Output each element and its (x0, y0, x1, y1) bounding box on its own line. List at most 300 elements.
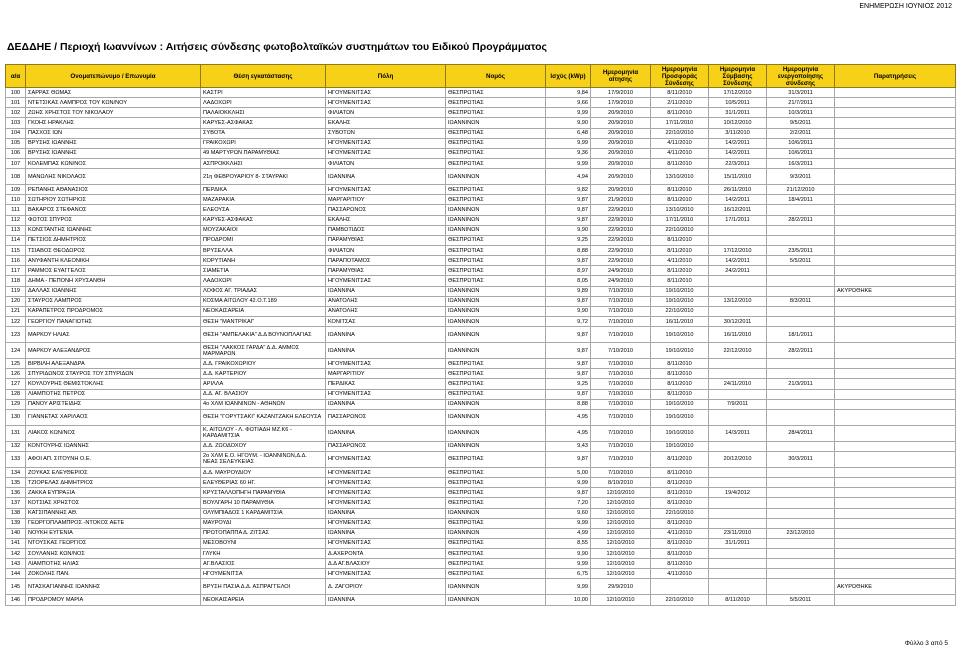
col-application-date-cell: 7/10/2010 (591, 441, 651, 451)
col-name-cell: ΒΙΡΒΙΛΗ ΑΛΕΞΑΝΔΡΑ (26, 359, 201, 369)
col-remarks-cell (835, 225, 956, 235)
col-name-cell: ΔΑΛΛΑΣ ΙΩΑΝΝΗΣ (26, 286, 201, 296)
col-power-cell: 9,89 (546, 286, 591, 296)
col-activation-date-cell: 28/4/2011 (767, 425, 835, 441)
col-aa-cell: 133 (6, 451, 26, 467)
col-name-cell: ΚΟΛΕΜΠΑΣ ΚΩΝ/ΝΟΣ (26, 158, 201, 168)
col-activation-date-cell: 23/12/2010 (767, 528, 835, 538)
col-offer-date-cell: 8/11/2010 (651, 245, 709, 255)
col-offer-date-header: Ημερομηνία Προσφοράς Σύνδεσης (651, 65, 709, 88)
col-prefecture-cell: ΘΕΣΠΡΩΤΙΑΣ (446, 138, 546, 148)
col-contract-date-cell: 19/4/2012 (709, 488, 767, 498)
table-row (6, 98, 956, 108)
col-aa-cell: 119 (6, 286, 26, 296)
col-offer-date-cell: 8/11/2010 (651, 559, 709, 569)
col-name-cell: ΣΩΤΗΡΙΟΥ ΣΩΤΗΡΙΟΣ (26, 195, 201, 205)
col-contract-date-cell: 17/12/2010 (709, 88, 767, 98)
col-remarks-cell (835, 108, 956, 118)
col-contract-date-cell: 22/3/2011 (709, 158, 767, 168)
col-city-cell: ΗΓΟΥΜΕΝΙΤΣΑΣ (326, 451, 446, 467)
col-prefecture-cell: ΘΕΣΠΡΩΤΙΑΣ (446, 158, 546, 168)
col-offer-date-cell: 8/11/2010 (651, 266, 709, 276)
col-power-cell: 9,87 (546, 359, 591, 369)
col-name-cell: ΛΙΑΜΠΟΤΗΣ ΠΕΤΡΟΣ (26, 389, 201, 399)
col-prefecture-cell: ΘΕΣΠΡΩΤΙΑΣ (446, 518, 546, 528)
col-city-cell: ΠΑΡΑΠΟΤΑΜΟΣ (326, 256, 446, 266)
col-offer-date-cell: 22/10/2010 (651, 225, 709, 235)
col-city-cell: ΙΩΑΝΝΙΝΑ (326, 286, 446, 296)
table-row (6, 195, 956, 205)
col-location-cell: ΚΟΡΥΤΙΑΝΗ (201, 256, 326, 266)
col-city-cell: ΦΙΛΙΑΤΩΝ (326, 158, 446, 168)
col-location-cell: ΛΑΔΟΧΩΡΙ (201, 98, 326, 108)
col-prefecture-cell: ΘΕΣΠΡΩΤΙΑΣ (446, 88, 546, 98)
col-name-cell: ΓΕΩΡΓΟΠΛΑΜΠΡΟΣ -ΝΤΟΚΟΣ ΑΕΤΕ (26, 518, 201, 528)
col-city-cell: ΦΙΛΙΑΤΩΝ (326, 108, 446, 118)
col-activation-date-cell (767, 225, 835, 235)
col-prefecture-cell: ΘΕΣΠΡΩΤΙΑΣ (446, 148, 546, 158)
col-contract-date-cell: 10/5/2011 (709, 98, 767, 108)
col-offer-date-cell: 8/11/2010 (651, 235, 709, 245)
col-prefecture-cell: ΘΕΣΠΡΩΤΙΑΣ (446, 451, 546, 467)
col-activation-date-cell (767, 266, 835, 276)
col-activation-date-cell (767, 369, 835, 379)
col-aa-cell: 141 (6, 538, 26, 548)
col-application-date-cell: 7/10/2010 (591, 296, 651, 306)
page-title: ΔΕΔΔΗΕ / Περιοχή Ιωαννίνων : Αιτήσεις σύνδεσης φωτοβολταϊκών συστημάτων του Ειδικού Προγράμματος (7, 41, 547, 53)
table-row (6, 379, 956, 389)
col-contract-date-cell: 3/11/2010 (709, 128, 767, 138)
col-aa-cell: 109 (6, 185, 26, 195)
col-remarks-cell (835, 235, 956, 245)
col-city-cell: ΕΚΑΛΗΣ (326, 215, 446, 225)
col-remarks-cell (835, 518, 956, 528)
col-remarks-cell (835, 158, 956, 168)
col-contract-date-cell: 7/9/2011 (709, 399, 767, 409)
col-location-cell: ΑΓ.ΒΛΑΣΙΟΣ (201, 559, 326, 569)
col-offer-date-cell: 8/11/2010 (651, 488, 709, 498)
col-name-cell: ΝΤΑΣΚΑΓΙΑΝΝΗΣ ΙΩΑΝΝΗΣ (26, 579, 201, 595)
col-offer-date-cell: 8/11/2010 (651, 369, 709, 379)
col-city-header: Πόλη (326, 65, 446, 88)
col-city-cell: ΠΑΣΣΑΡΩΝΟΣ (326, 409, 446, 425)
col-offer-date-cell: 2/11/2010 (651, 98, 709, 108)
col-city-cell: ΙΩΑΝΝΙΝΑ (326, 508, 446, 518)
col-name-cell: ΚΟΝΤΟΥΡΗΣ ΙΩΑΝΝΗΣ (26, 441, 201, 451)
col-aa-cell: 111 (6, 205, 26, 215)
col-location-cell: ΑΡΙΛΛΑ (201, 379, 326, 389)
col-offer-date-cell: 8/11/2010 (651, 195, 709, 205)
col-application-date-header: Ημερομηνία αίτησης (591, 65, 651, 88)
col-application-date-cell: 20/9/2010 (591, 108, 651, 118)
table-row (6, 528, 956, 538)
col-contract-date-cell: 17/1/2011 (709, 215, 767, 225)
table-row (6, 185, 956, 195)
col-contract-date-cell: 14/2/2011 (709, 195, 767, 205)
col-city-cell: ΗΓΟΥΜΕΝΙΤΣΑΣ (326, 498, 446, 508)
col-city-cell: ΗΓΟΥΜΕΝΙΤΣΑΣ (326, 488, 446, 498)
col-application-date-cell: 7/10/2010 (591, 286, 651, 296)
col-prefecture-cell: ΙΩΑΝΝΙΝΩΝ (446, 327, 546, 343)
col-activation-date-cell: 16/3/2011 (767, 158, 835, 168)
col-prefecture-cell: ΙΩΑΝΝΙΝΩΝ (446, 528, 546, 538)
col-prefecture-cell: ΙΩΑΝΝΙΝΩΝ (446, 579, 546, 595)
col-activation-date-cell (767, 569, 835, 579)
col-name-cell: ΤΣΙΑΒΟΣ ΘΕΟΔΩΡΟΣ (26, 245, 201, 255)
col-remarks-cell (835, 488, 956, 498)
col-power-cell: 9,87 (546, 256, 591, 266)
col-aa-cell: 122 (6, 316, 26, 326)
col-name-cell: ΡΑΜΜΟΣ ΕΥΑΓΓΕΛΟΣ (26, 266, 201, 276)
col-prefecture-cell: ΘΕΣΠΡΩΤΙΑΣ (446, 389, 546, 399)
col-power-cell: 8,88 (546, 399, 591, 409)
col-location-cell: Δ.Δ. ΓΡΑΙΚΟΧΩΡΙΟΥ (201, 359, 326, 369)
col-name-cell: ΣΤΑΥΡΟΣ ΛΑΜΠΡΟΣ (26, 296, 201, 306)
col-contract-date-cell: 16/11/2010 (709, 327, 767, 343)
col-remarks-cell (835, 169, 956, 185)
col-remarks-cell (835, 478, 956, 488)
col-prefecture-cell: ΘΕΣΠΡΩΤΙΑΣ (446, 276, 546, 286)
col-application-date-cell: 7/10/2010 (591, 343, 651, 359)
table-row (6, 425, 956, 441)
col-city-cell: ΗΓΟΥΜΕΝΙΤΣΑΣ (326, 98, 446, 108)
col-location-cell: ΓΡΑΙΚΟΧΩΡΙ (201, 138, 326, 148)
col-name-cell: ΖΟΚΟΛΗΣ ΠΑΝ. (26, 569, 201, 579)
col-remarks-cell (835, 88, 956, 98)
col-application-date-cell: 22/9/2010 (591, 235, 651, 245)
col-city-cell: ΙΩΑΝΝΙΝΑ (326, 425, 446, 441)
col-offer-date-cell: 8/11/2010 (651, 108, 709, 118)
col-location-cell: Δ.Δ. ΖΩΟΔΟΧΟΥ (201, 441, 326, 451)
col-activation-date-cell: 8/3/2011 (767, 296, 835, 306)
col-name-cell: ΖΑΚΚΑ ΕΥΠΡΑΞΙΑ (26, 488, 201, 498)
col-remarks-cell (835, 508, 956, 518)
col-activation-date-cell: 21/12/2010 (767, 185, 835, 195)
table-row (6, 488, 956, 498)
col-contract-date-cell: 14/2/2011 (709, 256, 767, 266)
col-contract-date-cell: 13/12/2010 (709, 296, 767, 306)
col-activation-date-cell: 21/7/2011 (767, 98, 835, 108)
col-prefecture-cell: ΘΕΣΠΡΩΤΙΑΣ (446, 467, 546, 477)
col-aa-cell: 113 (6, 225, 26, 235)
col-power-cell: 9,90 (546, 306, 591, 316)
col-aa-cell: 129 (6, 399, 26, 409)
col-city-cell: ΗΓΟΥΜΕΝΙΤΣΑΣ (326, 478, 446, 488)
table-row (6, 235, 956, 245)
col-aa-cell: 118 (6, 276, 26, 286)
col-remarks-cell (835, 369, 956, 379)
col-activation-date-cell (767, 399, 835, 409)
col-power-cell: 9,90 (546, 225, 591, 235)
col-city-cell: Δ.Δ ΑΓ.ΒΛΑΣΙΟΥ (326, 559, 446, 569)
col-city-cell: ΚΟΝΙΤΣΑΣ (326, 316, 446, 326)
col-activation-date-cell: 30/3/2011 (767, 451, 835, 467)
table-row (6, 467, 956, 477)
col-aa-cell: 124 (6, 343, 26, 359)
col-prefecture-cell: ΘΕΣΠΡΩΤΙΑΣ (446, 538, 546, 548)
col-application-date-cell: 22/9/2010 (591, 215, 651, 225)
col-location-cell: ΠΡΩΤΟΠΑΠΠΑ Δ. ΖΙΤΣΑΣ (201, 528, 326, 538)
col-activation-date-header: Ημερομηνία ενεργοποίησης σύνδεσης (767, 65, 835, 88)
col-name-cell: ΓΙΑΝΝΕΤΑΣ ΧΑΡΙΛΑΟΣ (26, 409, 201, 425)
col-city-cell: ΗΓΟΥΜΕΝΙΤΣΑΣ (326, 538, 446, 548)
col-city-cell: ΗΓΟΥΜΕΝΙΤΣΑΣ (326, 276, 446, 286)
col-power-cell: 9,84 (546, 88, 591, 98)
col-activation-date-cell (767, 276, 835, 286)
col-offer-date-cell: 4/11/2010 (651, 138, 709, 148)
col-offer-date-cell: 4/11/2010 (651, 528, 709, 538)
col-activation-date-cell (767, 205, 835, 215)
col-remarks-cell (835, 343, 956, 359)
col-activation-date-cell (767, 316, 835, 326)
col-activation-date-cell: 10/3/2011 (767, 108, 835, 118)
col-location-cell: ΒΡΥΣΕΛΛΑ (201, 245, 326, 255)
col-aa-cell: 108 (6, 169, 26, 185)
col-application-date-cell: 22/9/2010 (591, 205, 651, 215)
col-name-cell: ΜΑΡΚΟΥ ΑΛΕΞΑΝΔΡΟΣ (26, 343, 201, 359)
col-contract-date-cell (709, 467, 767, 477)
col-aa-cell: 117 (6, 266, 26, 276)
col-name-cell: ΠΡΟΔΡΟΜΟΥ ΜΑΡΙΑ (26, 595, 201, 605)
col-aa-cell: 139 (6, 518, 26, 528)
col-power-cell: 9,87 (546, 369, 591, 379)
col-remarks-header: Παρατηρήσεις (835, 65, 956, 88)
col-offer-date-cell: 22/10/2010 (651, 508, 709, 518)
col-name-cell: ΚΟΥΛΟΥΡΗΣ ΘΕΜΙΣΤΟΚΛΗΣ (26, 379, 201, 389)
col-power-cell: 8,55 (546, 538, 591, 548)
col-contract-date-cell: 26/11/2010 (709, 185, 767, 195)
col-city-cell: ΠΑΣΣΑΡΩΝΟΣ (326, 205, 446, 215)
col-remarks-cell (835, 98, 956, 108)
col-application-date-cell: 17/9/2010 (591, 88, 651, 98)
col-offer-date-cell: 8/11/2010 (651, 451, 709, 467)
table-row (6, 215, 956, 225)
col-contract-date-cell: 16/12/2011 (709, 205, 767, 215)
col-name-cell: ΑΦΟΙ ΑΠ. ΣΙΤΟΥΝΗ Ο.Ε. (26, 451, 201, 467)
col-contract-date-cell (709, 359, 767, 369)
col-city-cell: ΜΑΡΓΑΡΙΤΙΟΥ (326, 369, 446, 379)
col-city-cell: ΦΙΛΙΑΤΩΝ (326, 245, 446, 255)
col-power-cell: 9,36 (546, 148, 591, 158)
col-activation-date-cell: 31/3/2011 (767, 88, 835, 98)
col-power-cell: 9,87 (546, 296, 591, 306)
col-prefecture-cell: ΘΕΣΠΡΩΤΙΑΣ (446, 549, 546, 559)
table-row (6, 148, 956, 158)
col-power-cell: 9,87 (546, 389, 591, 399)
table-row (6, 296, 956, 306)
col-city-cell: ΙΩΑΝΝΙΝΑ (326, 327, 446, 343)
col-activation-date-cell: 5/5/2011 (767, 595, 835, 605)
col-power-cell: 9,99 (546, 138, 591, 148)
col-name-cell: ΚΟΤΣΙΑΣ ΧΡΗΣΤΟΣ (26, 498, 201, 508)
col-application-date-cell: 12/10/2010 (591, 508, 651, 518)
col-offer-date-cell: 4/11/2010 (651, 148, 709, 158)
col-location-cell: ΠΕΡΔΙΚΑ (201, 185, 326, 195)
table-row (6, 451, 956, 467)
table-row (6, 128, 956, 138)
col-prefecture-cell: ΘΕΣΠΡΩΤΙΑΣ (446, 559, 546, 569)
col-remarks-cell (835, 528, 956, 538)
col-aa-cell: 116 (6, 256, 26, 266)
col-city-cell: Δ.ΑΧΕΡΟΝΤΑ (326, 549, 446, 559)
col-power-cell: 9,87 (546, 451, 591, 467)
col-power-cell: 9,43 (546, 441, 591, 451)
col-power-cell: 9,90 (546, 118, 591, 128)
col-location-cell: ΚΑΡΥΕΣ-ΑΣΦΑΚΑΣ (201, 215, 326, 225)
col-contract-date-cell (709, 276, 767, 286)
col-offer-date-cell: 8/11/2010 (651, 88, 709, 98)
col-power-cell: 5,00 (546, 467, 591, 477)
col-city-cell: ΙΩΑΝΝΙΝΑ (326, 169, 446, 185)
col-activation-date-cell (767, 478, 835, 488)
col-name-cell: ΠΑΝΟΥ ΑΡΙΣΤΕΙΔΗΣ (26, 399, 201, 409)
col-activation-date-cell (767, 549, 835, 559)
col-activation-date-cell (767, 441, 835, 451)
col-offer-date-cell: 19/10/2010 (651, 409, 709, 425)
col-power-cell: 10,00 (546, 595, 591, 605)
col-city-cell: ΑΝΑΤΟΛΗΣ (326, 306, 446, 316)
col-location-header: Θέση εγκατάστασης (201, 65, 326, 88)
col-remarks-cell (835, 245, 956, 255)
header-row (6, 65, 956, 88)
col-name-cell: ΣΠΥΡΙΔΩΝΟΣ ΣΤΑΥΡΟΣ ΤΟΥ ΣΠΥΡΙΔΩΝ (26, 369, 201, 379)
col-activation-date-cell: 2/2/2011 (767, 128, 835, 138)
col-prefecture-cell: ΘΕΣΠΡΩΤΙΑΣ (446, 256, 546, 266)
col-offer-date-cell (651, 579, 709, 595)
table-row (6, 138, 956, 148)
col-name-cell: ΦΩΤΟΣ ΣΠΥΡΟΣ (26, 215, 201, 225)
col-application-date-cell: 21/9/2010 (591, 195, 651, 205)
col-power-cell: 9,99 (546, 158, 591, 168)
table-row (6, 343, 956, 359)
col-name-cell: ΡΕΠΑΝΗΣ ΑΘΑΝΑΣΙΟΣ (26, 185, 201, 195)
col-location-cell: ΑΣΠΡΟΚΚΛΗΣΙ (201, 158, 326, 168)
table-row (6, 88, 956, 98)
col-prefecture-cell: ΘΕΣΠΡΩΤΙΑΣ (446, 185, 546, 195)
col-name-cell: ΒΡΥΣΗΣ ΙΩΑΝΝΗΣ (26, 138, 201, 148)
col-name-cell: ΖΟΥΚΑΣ ΕΛΕΥΘΕΡΙΟΣ (26, 467, 201, 477)
col-application-date-cell: 7/10/2010 (591, 389, 651, 399)
col-application-date-cell: 7/10/2010 (591, 399, 651, 409)
col-remarks-cell (835, 306, 956, 316)
table-row (6, 158, 956, 168)
col-name-cell: ΝΤΟΥΣΚΑΣ ΓΕΩΡΓΙΟΣ (26, 538, 201, 548)
col-aa-cell: 114 (6, 235, 26, 245)
col-offer-date-cell: 4/11/2010 (651, 569, 709, 579)
col-prefecture-cell: ΙΩΑΝΝΙΝΩΝ (446, 441, 546, 451)
col-prefecture-header: Νομός (446, 65, 546, 88)
col-prefecture-cell: ΙΩΑΝΝΙΝΩΝ (446, 296, 546, 306)
col-power-cell: 9,87 (546, 205, 591, 215)
col-location-cell: Κ. ΑΙΤΩΛΟΥ - Λ. ΦΩΤΙΑΔΗ ΜΖ.Κ6 - ΚΑΡΔΑΜΙΤΣΙΑ (201, 425, 326, 441)
col-contract-date-cell (709, 441, 767, 451)
col-name-cell: ΒΑΚΑΡΟΣ ΣΤΕΦΑΝΟΣ (26, 205, 201, 215)
col-aa-header: α/α (6, 65, 26, 88)
col-offer-date-cell: 13/10/2010 (651, 169, 709, 185)
col-offer-date-cell: 8/11/2010 (651, 276, 709, 286)
col-city-cell: ΗΓΟΥΜΕΝΙΤΣΑΣ (326, 389, 446, 399)
col-prefecture-cell: ΙΩΑΝΝΙΝΩΝ (446, 169, 546, 185)
col-application-date-cell: 7/10/2010 (591, 306, 651, 316)
col-activation-date-cell: 18/4/2011 (767, 195, 835, 205)
col-prefecture-cell: ΘΕΣΠΡΩΤΙΑΣ (446, 108, 546, 118)
col-contract-date-cell: 31/1/2011 (709, 538, 767, 548)
col-remarks-cell (835, 569, 956, 579)
table-row (6, 518, 956, 528)
col-activation-date-cell: 18/1/2011 (767, 327, 835, 343)
col-offer-date-cell: 4/11/2010 (651, 256, 709, 266)
col-prefecture-cell: ΘΕΣΠΡΩΤΙΑΣ (446, 379, 546, 389)
col-contract-date-cell (709, 225, 767, 235)
table-row (6, 327, 956, 343)
col-remarks-cell (835, 256, 956, 266)
col-name-cell: ΖΩΗΣ ΧΡΗΣΤΟΣ ΤΟΥ ΝΙΚΟΛΑΟΥ (26, 108, 201, 118)
col-location-cell: ΘΕΣΗ "ΓΟΡΥΤΣΑΚΙ" ΚΑΖΑΝΤΖΑΚΗ ΕΛΕΟΥΣΑ (201, 409, 326, 425)
col-contract-date-cell (709, 559, 767, 569)
col-city-cell: ΙΩΑΝΝΙΝΑ (326, 528, 446, 538)
col-remarks-cell (835, 205, 956, 215)
col-prefecture-cell: ΙΩΑΝΝΙΝΩΝ (446, 225, 546, 235)
col-remarks-cell: ΑΚΥΡΩΘΗΚΕ (835, 579, 956, 595)
col-city-cell: ΗΓΟΥΜΕΝΙΤΣΑΣ (326, 88, 446, 98)
col-application-date-cell: 22/9/2010 (591, 256, 651, 266)
col-location-cell: ΜΟΥΖΑΚΑΙΟΙ (201, 225, 326, 235)
col-remarks-cell (835, 467, 956, 477)
col-offer-date-cell: 8/11/2010 (651, 478, 709, 488)
col-aa-cell: 104 (6, 128, 26, 138)
col-activation-date-cell (767, 518, 835, 528)
col-location-cell: ΚΑΡΥΕΣ-ΑΣΦΑΚΑΣ (201, 118, 326, 128)
col-application-date-cell: 12/10/2010 (591, 569, 651, 579)
col-activation-date-cell: 5/5/2011 (767, 256, 835, 266)
col-aa-cell: 103 (6, 118, 26, 128)
col-remarks-cell (835, 316, 956, 326)
col-activation-date-cell (767, 409, 835, 425)
col-activation-date-cell (767, 235, 835, 245)
col-aa-cell: 112 (6, 215, 26, 225)
col-offer-date-cell: 19/10/2010 (651, 343, 709, 359)
table-row (6, 389, 956, 399)
table-row (6, 409, 956, 425)
col-contract-date-cell: 10/12/2010 (709, 118, 767, 128)
col-remarks-cell (835, 118, 956, 128)
col-activation-date-cell (767, 579, 835, 595)
col-application-date-cell: 24/9/2010 (591, 266, 651, 276)
table-row (6, 549, 956, 559)
col-prefecture-cell: ΘΕΣΠΡΩΤΙΑΣ (446, 478, 546, 488)
col-application-date-cell: 12/10/2010 (591, 595, 651, 605)
col-activation-date-cell: 21/3/2011 (767, 379, 835, 389)
col-application-date-cell: 20/9/2010 (591, 169, 651, 185)
col-prefecture-cell: ΘΕΣΠΡΩΤΙΑΣ (446, 235, 546, 245)
col-remarks-cell (835, 379, 956, 389)
col-power-cell: 9,25 (546, 379, 591, 389)
col-name-cell: ΣΑΡΡΑΣ ΘΩΜΑΣ (26, 88, 201, 98)
col-name-cell: ΚΑΤΣΙΠΑΝΝΗΣ ΑΘ. (26, 508, 201, 518)
col-activation-date-cell: 10/6/2011 (767, 138, 835, 148)
col-contract-date-cell: 14/2/2011 (709, 138, 767, 148)
col-prefecture-cell: ΘΕΣΠΡΩΤΙΑΣ (446, 128, 546, 138)
col-remarks-cell (835, 148, 956, 158)
table-row (6, 316, 956, 326)
col-application-date-cell: 20/9/2010 (591, 148, 651, 158)
col-power-cell: 4,99 (546, 528, 591, 538)
col-location-cell: ΛΟΦΟΣ ΑΓ. ΤΡΙΑΔΑΣ (201, 286, 326, 296)
col-aa-cell: 115 (6, 245, 26, 255)
col-location-cell: ΟΛΥΜΠΙΑΔΟΣ 1 ΚΑΡΔΑΜΙΤΣΙΑ (201, 508, 326, 518)
col-location-cell: 2ο ΧΛΜ Ε.Ο. ΗΓΟΥΜ. - ΙΩΑΝΝΙΝΩΝ,Δ.Δ. ΝΕΑΣ ΣΕΛΕΥΚΕΙΑΣ (201, 451, 326, 467)
col-application-date-cell: 12/10/2010 (591, 528, 651, 538)
